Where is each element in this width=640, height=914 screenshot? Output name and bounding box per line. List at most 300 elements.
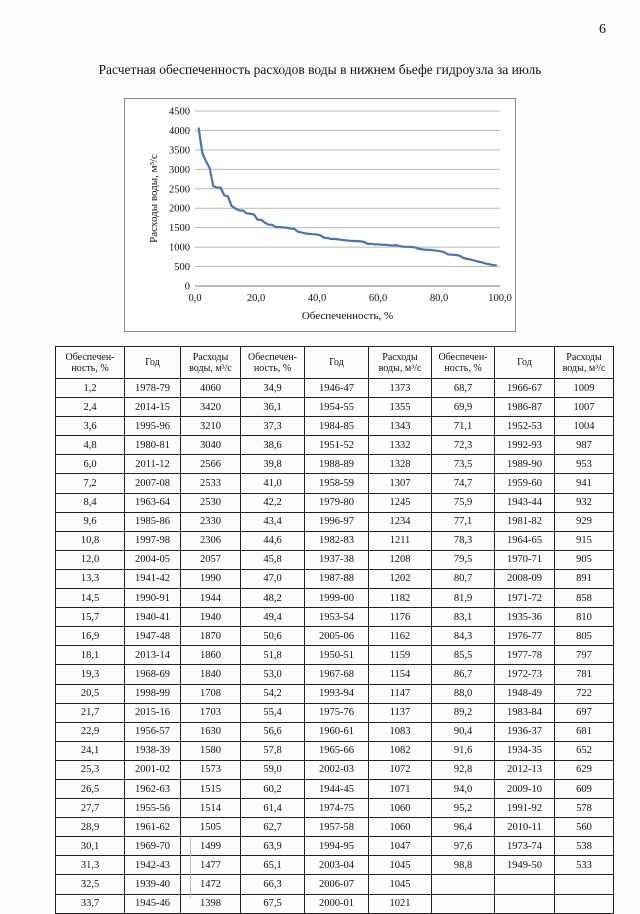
y-tick-label: 3000 — [169, 164, 190, 176]
table-row — [56, 875, 614, 894]
table-cell: 2007-08 — [125, 474, 181, 493]
table-row — [56, 493, 614, 512]
table-cell: 1965-66 — [305, 741, 369, 760]
table-cell: 1980-81 — [125, 436, 181, 455]
data-point — [466, 258, 468, 260]
table-cell: 51,8 — [241, 646, 305, 665]
data-point — [393, 245, 395, 247]
table-cell: 578 — [555, 799, 614, 818]
data-point — [374, 243, 376, 245]
data-point — [246, 212, 248, 214]
table-cell: 1234 — [369, 512, 432, 531]
table-row — [56, 417, 614, 436]
table-cell: 1971-72 — [495, 589, 555, 608]
table-cell: 2530 — [181, 493, 241, 512]
table-cell: 1703 — [181, 703, 241, 722]
table-cell: 1580 — [181, 741, 241, 760]
table-cell: 1979-80 — [305, 493, 369, 512]
table-cell: 1947-48 — [125, 627, 181, 646]
y-tick-label: 1500 — [169, 223, 190, 235]
data-point — [415, 247, 417, 249]
table-cell: 681 — [555, 722, 614, 741]
table-cell: 88,0 — [432, 684, 495, 703]
table-cell: 1505 — [181, 818, 241, 837]
x-tick-label: 40,0 — [307, 293, 327, 304]
x-tick-label: 100,0 — [488, 293, 512, 304]
table-cell: 54,2 — [241, 684, 305, 703]
table-cell: 1995-96 — [125, 417, 181, 436]
data-point — [463, 257, 465, 259]
table-cell: 71,1 — [432, 417, 495, 436]
table-cell: 2005-06 — [305, 627, 369, 646]
table-cell: 10,8 — [56, 531, 125, 550]
table-cell: 20,5 — [56, 684, 125, 703]
table-cell: 3210 — [181, 417, 241, 436]
data-point — [290, 228, 292, 230]
table-header-cell: Год — [125, 347, 181, 379]
table-row — [56, 627, 614, 646]
table-cell: 1943-44 — [495, 493, 555, 512]
table-cell: 1985-86 — [125, 512, 181, 531]
table-cell: 1956-57 — [125, 722, 181, 741]
table-cell: 1007 — [555, 398, 614, 417]
table-cell: 1954-55 — [305, 398, 369, 417]
data-point — [448, 254, 450, 256]
table-cell: 1966-67 — [495, 379, 555, 398]
table-cell — [432, 875, 495, 894]
table-cell: 905 — [555, 550, 614, 569]
table-cell: 858 — [555, 589, 614, 608]
table-row — [56, 856, 614, 875]
table-cell: 22,9 — [56, 722, 125, 741]
data-point — [363, 241, 365, 243]
table-cell: 929 — [555, 512, 614, 531]
document-title: Расчетная обеспеченность расходов воды в нижнем бьефе гидроузла за июль — [98, 62, 542, 77]
table-row — [56, 665, 614, 684]
table-cell: 1373 — [369, 379, 432, 398]
table-cell: 1060 — [369, 799, 432, 818]
table-cell: 38,6 — [241, 436, 305, 455]
table-cell: 1208 — [369, 550, 432, 569]
table-cell: 30,1 — [56, 837, 125, 856]
table-cell: 1969-70 — [125, 837, 181, 856]
table-cell: 1944 — [181, 589, 241, 608]
table-row — [56, 799, 614, 818]
table-cell: 41,0 — [241, 474, 305, 493]
table-cell: 1993-94 — [305, 684, 369, 703]
table-cell: 1958-59 — [305, 474, 369, 493]
table-cell: 48,2 — [241, 589, 305, 608]
table-cell: 560 — [555, 818, 614, 837]
table-cell: 50,6 — [241, 627, 305, 646]
table-cell: 84,3 — [432, 627, 495, 646]
data-point — [488, 263, 490, 265]
table-cell: 953 — [555, 455, 614, 474]
data-point — [411, 246, 413, 248]
table-cell: 56,6 — [241, 722, 305, 741]
table-header-cell: Обеспечен- ность, % — [432, 347, 495, 379]
table-cell — [555, 894, 614, 913]
data-point — [249, 213, 251, 215]
data-point — [396, 245, 398, 247]
table-cell: 1245 — [369, 493, 432, 512]
table-cell: 1942-43 — [125, 856, 181, 875]
table-cell: 1945-46 — [125, 894, 181, 913]
data-point — [426, 249, 428, 251]
table-cell: 44,6 — [241, 531, 305, 550]
table-cell: 85,5 — [432, 646, 495, 665]
table-row — [56, 398, 614, 417]
table-cell: 4060 — [181, 379, 241, 398]
table-header-cell: Обеспечен- ность, % — [241, 347, 305, 379]
table-header-cell: Расходы воды, м³/с — [369, 347, 432, 379]
table-cell: 37,3 — [241, 417, 305, 436]
x-tick-label: 60,0 — [368, 293, 388, 304]
table-cell: 1984-85 — [305, 417, 369, 436]
table-cell: 8,4 — [56, 493, 125, 512]
table-row — [56, 531, 614, 550]
table-cell: 891 — [555, 569, 614, 588]
table-cell: 73,5 — [432, 455, 495, 474]
data-point — [297, 231, 299, 233]
table-cell: 2330 — [181, 512, 241, 531]
table-cell: 3420 — [181, 398, 241, 417]
table-cell: 1162 — [369, 627, 432, 646]
table-cell: 2010-11 — [495, 818, 555, 837]
data-point — [264, 222, 266, 224]
table-cell: 1939-40 — [125, 875, 181, 894]
data-point — [235, 208, 237, 210]
data-point — [437, 250, 439, 252]
table-cell: 1999-00 — [305, 589, 369, 608]
table-cell: 53,0 — [241, 665, 305, 684]
table-cell: 805 — [555, 627, 614, 646]
table-cell: 1957-58 — [305, 818, 369, 837]
table-cell: 7,2 — [56, 474, 125, 493]
data-point — [293, 228, 295, 230]
table-cell: 1968-69 — [125, 665, 181, 684]
table-cell: 1962-63 — [125, 779, 181, 798]
table-row — [56, 474, 614, 493]
table-cell: 86,7 — [432, 665, 495, 684]
data-point — [470, 259, 472, 261]
table-cell: 1961-62 — [125, 818, 181, 837]
table-cell: 1355 — [369, 398, 432, 417]
table-cell: 9,6 — [56, 512, 125, 531]
table-cell: 1975-76 — [305, 703, 369, 722]
table-cell: 1182 — [369, 589, 432, 608]
table-header-cell: Обеспечен- ность, % — [56, 347, 125, 379]
table-cell: 1047 — [369, 837, 432, 856]
table-row — [56, 589, 614, 608]
table-cell: 92,8 — [432, 760, 495, 779]
table-cell: 1972-73 — [495, 665, 555, 684]
table-cell: 1994-95 — [305, 837, 369, 856]
table-cell: 90,4 — [432, 722, 495, 741]
x-tick-label: 20,0 — [246, 293, 266, 304]
table-cell: 6,0 — [56, 455, 125, 474]
table-cell: 1948-49 — [495, 684, 555, 703]
table-cell: 1976-77 — [495, 627, 555, 646]
table-row — [56, 379, 614, 398]
table-cell: 2002-03 — [305, 760, 369, 779]
table-cell: 3040 — [181, 436, 241, 455]
table-cell: 43,4 — [241, 512, 305, 531]
data-point — [455, 254, 457, 256]
data-point — [238, 210, 240, 212]
table-cell: 1004 — [555, 417, 614, 436]
table-cell: 1988-89 — [305, 455, 369, 474]
table-row — [56, 722, 614, 741]
table-cell: 89,2 — [432, 703, 495, 722]
table-cell: 2013-14 — [125, 646, 181, 665]
data-point — [268, 224, 270, 226]
data-point — [220, 187, 222, 189]
table-cell: 55,4 — [241, 703, 305, 722]
table-cell — [495, 894, 555, 913]
table-cell: 1946-47 — [305, 379, 369, 398]
table-cell: 1147 — [369, 684, 432, 703]
table-cell: 1176 — [369, 608, 432, 627]
data-point — [323, 237, 325, 239]
table-cell: 65,1 — [241, 856, 305, 875]
table-cell: 781 — [555, 665, 614, 684]
table-cell: 1211 — [369, 531, 432, 550]
table-cell: 932 — [555, 493, 614, 512]
table-cell: 1959-60 — [495, 474, 555, 493]
data-point — [260, 219, 262, 221]
data-point — [319, 234, 321, 236]
table-cell: 1989-90 — [495, 455, 555, 474]
x-tick-label: 80,0 — [429, 293, 449, 304]
table-cell: 1944-45 — [305, 779, 369, 798]
table-header-cell: Расходы воды, м³/с — [555, 347, 614, 379]
table-cell: 1998-99 — [125, 684, 181, 703]
table-cell: 96,4 — [432, 818, 495, 837]
x-axis-label: Обеспеченность, % — [301, 310, 394, 322]
table-cell: 80,7 — [432, 569, 495, 588]
table-cell: 533 — [555, 856, 614, 875]
table-cell: 26,5 — [56, 779, 125, 798]
table-cell: 2001-02 — [125, 760, 181, 779]
table-cell: 78,3 — [432, 531, 495, 550]
table-cell: 1987-88 — [305, 569, 369, 588]
table-header-row — [56, 347, 614, 379]
table-cell: 77,1 — [432, 512, 495, 531]
table-cell: 1343 — [369, 417, 432, 436]
data-point — [257, 219, 259, 221]
data-point — [451, 254, 453, 256]
table-cell: 45,8 — [241, 550, 305, 569]
table-cell — [495, 875, 555, 894]
data-point — [275, 226, 277, 228]
y-tick-label: 500 — [174, 262, 190, 274]
table-cell: 1940 — [181, 608, 241, 627]
table-row — [56, 608, 614, 627]
table-row — [56, 436, 614, 455]
table-cell: 27,7 — [56, 799, 125, 818]
table-cell: 1955-56 — [125, 799, 181, 818]
table-cell: 19,3 — [56, 665, 125, 684]
table-cell: 941 — [555, 474, 614, 493]
data-point — [282, 227, 284, 229]
data-point — [271, 224, 273, 226]
table-cell: 1936-37 — [495, 722, 555, 741]
table-cell: 2057 — [181, 550, 241, 569]
flow-table — [55, 346, 614, 914]
table-cell: 1332 — [369, 436, 432, 455]
table-cell: 1071 — [369, 779, 432, 798]
table-cell: 1860 — [181, 646, 241, 665]
y-tick-label: 4500 — [169, 106, 190, 118]
table-cell: 2306 — [181, 531, 241, 550]
table-cell: 79,5 — [432, 550, 495, 569]
table-cell: 69,9 — [432, 398, 495, 417]
table-cell: 25,3 — [56, 760, 125, 779]
data-point — [253, 214, 255, 216]
table-cell: 1967-68 — [305, 665, 369, 684]
data-point — [301, 232, 303, 234]
table-cell: 2003-04 — [305, 856, 369, 875]
table-cell: 797 — [555, 646, 614, 665]
y-tick-label: 4000 — [169, 125, 190, 137]
table-cell: 1708 — [181, 684, 241, 703]
table-cell: 1986-87 — [495, 398, 555, 417]
data-point — [370, 243, 372, 245]
data-point — [312, 233, 314, 235]
table-row — [56, 837, 614, 856]
table-row — [56, 760, 614, 779]
data-point — [330, 238, 332, 240]
data-point — [404, 246, 406, 248]
table-cell: 1072 — [369, 760, 432, 779]
table-cell: 1970-71 — [495, 550, 555, 569]
table-cell: 98,8 — [432, 856, 495, 875]
table-header-cell: Год — [305, 347, 369, 379]
table-cell: 1514 — [181, 799, 241, 818]
table-cell: 4,8 — [56, 436, 125, 455]
data-point — [198, 127, 200, 129]
table-cell: 1159 — [369, 646, 432, 665]
table-cell: 915 — [555, 531, 614, 550]
table-cell: 34,9 — [241, 379, 305, 398]
table-cell: 3,6 — [56, 417, 125, 436]
table-cell: 1981-82 — [495, 512, 555, 531]
y-axis-label: Расходы воды, м³/с — [148, 154, 160, 243]
table-cell: 987 — [555, 436, 614, 455]
data-point — [474, 260, 476, 262]
data-point — [407, 246, 409, 248]
table-cell: 1,2 — [56, 379, 125, 398]
table-cell: 95,2 — [432, 799, 495, 818]
table-cell — [432, 894, 495, 913]
table-cell: 14,5 — [56, 589, 125, 608]
table-cell: 1938-39 — [125, 741, 181, 760]
table-cell: 1997-98 — [125, 531, 181, 550]
data-point — [400, 245, 402, 247]
data-point — [348, 240, 350, 242]
table-header-cell: Расходы воды, м³/с — [181, 347, 241, 379]
chart-frame — [124, 98, 516, 332]
data-point — [477, 261, 479, 263]
table-header-cell: Год — [495, 347, 555, 379]
table-cell: 1953-54 — [305, 608, 369, 627]
table-row — [56, 550, 614, 569]
table-cell: 18,1 — [56, 646, 125, 665]
table-cell: 94,0 — [432, 779, 495, 798]
table-cell: 1963-64 — [125, 493, 181, 512]
data-point — [337, 238, 339, 240]
page-number: 6 — [599, 22, 606, 37]
table-row — [56, 741, 614, 760]
table-cell: 697 — [555, 703, 614, 722]
data-point — [308, 233, 310, 235]
table-cell: 2533 — [181, 474, 241, 493]
data-point — [422, 249, 424, 251]
table-cell: 1477 — [181, 856, 241, 875]
table-cell: 2009-10 — [495, 779, 555, 798]
table-cell: 1990 — [181, 569, 241, 588]
table-cell: 722 — [555, 684, 614, 703]
data-point — [433, 250, 435, 252]
data-point — [279, 226, 281, 228]
table-cell: 1870 — [181, 627, 241, 646]
table-cell: 1499 — [181, 837, 241, 856]
series-line — [199, 128, 497, 265]
table-cell: 16,9 — [56, 627, 125, 646]
y-tick-label: 3500 — [169, 145, 190, 157]
data-point — [316, 234, 318, 236]
table-cell: 1154 — [369, 665, 432, 684]
table-cell: 57,8 — [241, 741, 305, 760]
table-cell: 1991-92 — [495, 799, 555, 818]
data-point — [341, 239, 343, 241]
data-point — [205, 160, 207, 162]
table-cell: 1952-53 — [495, 417, 555, 436]
table-cell: 1137 — [369, 703, 432, 722]
table-row — [56, 779, 614, 798]
table-row — [56, 818, 614, 837]
table-row — [56, 569, 614, 588]
table-cell: 59,0 — [241, 760, 305, 779]
table-cell: 68,7 — [432, 379, 495, 398]
scan-rule — [190, 838, 191, 898]
table-cell: 12,0 — [56, 550, 125, 569]
table-cell: 72,3 — [432, 436, 495, 455]
table-cell: 1398 — [181, 894, 241, 913]
table-cell: 1840 — [181, 665, 241, 684]
table-cell: 1990-91 — [125, 589, 181, 608]
table-cell: 1950-51 — [305, 646, 369, 665]
data-point — [223, 195, 225, 197]
table-cell: 652 — [555, 741, 614, 760]
table-cell: 1934-35 — [495, 741, 555, 760]
table-cell: 1983-84 — [495, 703, 555, 722]
table-cell: 1328 — [369, 455, 432, 474]
table-cell: 2015-16 — [125, 703, 181, 722]
data-point — [459, 255, 461, 257]
table-cell: 1964-65 — [495, 531, 555, 550]
table-cell: 1978-79 — [125, 379, 181, 398]
table-cell: 75,9 — [432, 493, 495, 512]
data-point — [209, 167, 211, 169]
table-cell: 609 — [555, 779, 614, 798]
table-row — [56, 512, 614, 531]
table-cell: 810 — [555, 608, 614, 627]
data-point — [345, 239, 347, 241]
data-point — [485, 263, 487, 265]
table-cell: 21,7 — [56, 703, 125, 722]
